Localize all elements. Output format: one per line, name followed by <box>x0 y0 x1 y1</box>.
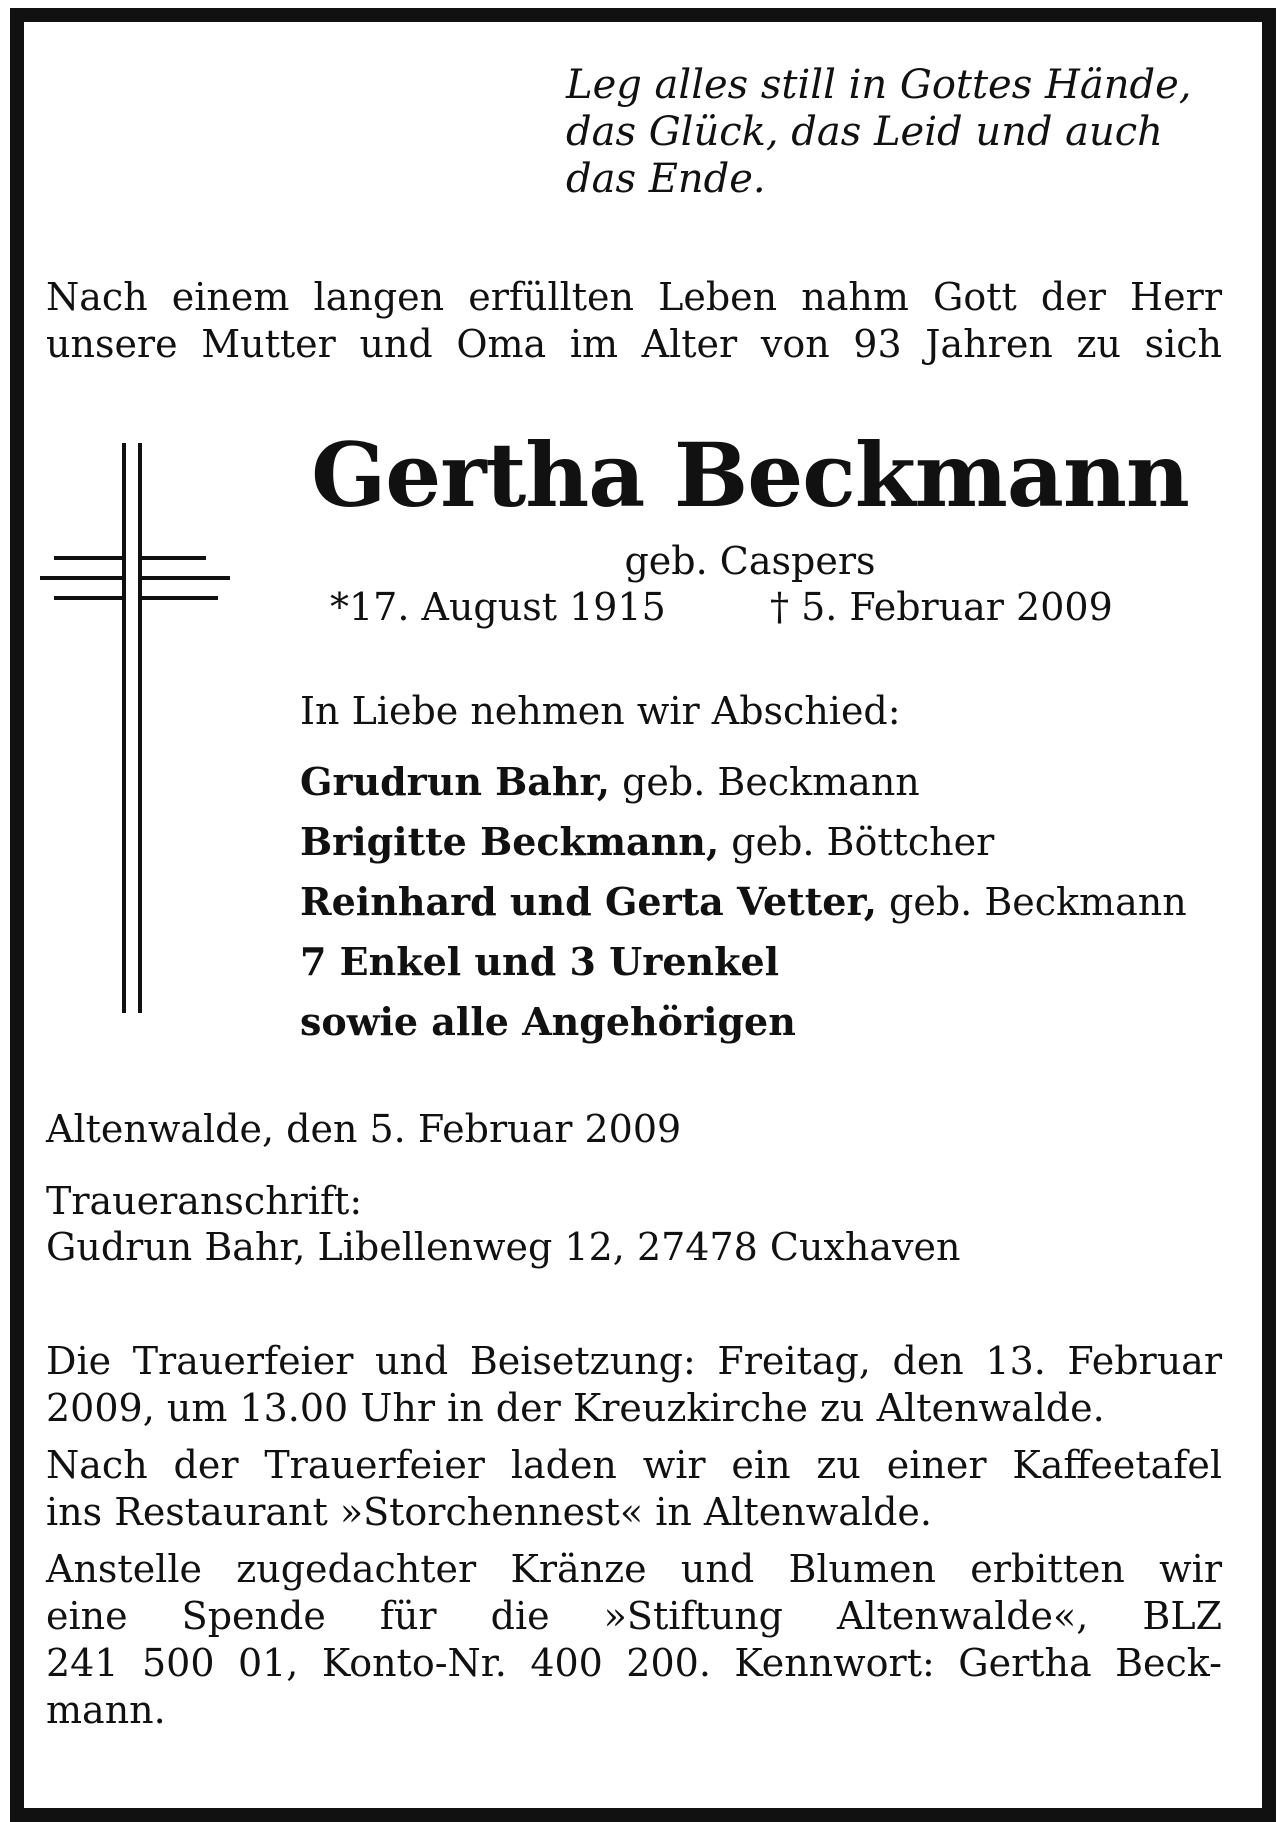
farewell-line: In Liebe nehmen wir Abschied: <box>300 689 901 733</box>
mourner-entry <box>300 872 1187 932</box>
intro-line: Nach einem langen erfüllten Leben nahm Gott der Herr <box>46 275 1222 319</box>
donation-line: Anstelle zugedachter Kränze und Blumen erbitten wir <box>46 1547 1222 1591</box>
intro-line: unsere Mutter und Oma im Alter von 93 Jahren zu sich <box>46 322 1222 366</box>
motto-verse: Leg alles still in Gottes Hände, das Glück, das Leid und auch das Ende. <box>566 62 1192 202</box>
mourner-name: Reinhard und Gerta Vetter, <box>300 879 877 924</box>
deceased-name: Gertha Beckmann <box>311 423 1189 527</box>
reception-paragraph <box>46 1442 1222 1536</box>
mourner-entry <box>300 992 1187 1052</box>
donation-line: mann. <box>46 1688 166 1732</box>
reception-line: ins Restaurant »Storchennest« in Altenwalde. <box>46 1490 932 1534</box>
mourner-entry <box>300 752 1187 812</box>
mourner-entry <box>300 812 1187 872</box>
address-value: Gudrun Bahr, Libellenweg 12, 27478 Cuxhaven <box>46 1225 961 1269</box>
address-label: Traueranschrift: <box>46 1179 363 1223</box>
reception-line: Nach der Trauerfeier laden wir ein zu einer Kaffeetafel <box>46 1443 1222 1487</box>
cross-icon <box>40 443 230 1013</box>
service-paragraph <box>46 1338 1222 1432</box>
birth-date: *17. August 1915 <box>330 585 666 629</box>
mourner-note: geb. Böttcher <box>719 820 995 864</box>
mourner-name: sowie alle Angehörigen <box>300 999 796 1044</box>
mourner-name: Brigitte Beckmann, <box>300 819 720 864</box>
donation-line: 241 500 01, Konto-Nr. 400 200. Kennwort: Gertha Beck- <box>46 1641 1222 1685</box>
donation-line: eine Spende für die »Stiftung Altenwalde«, BLZ <box>46 1594 1222 1638</box>
mourner-name: 7 Enkel und 3 Urenkel <box>300 939 780 984</box>
death-date: † 5. Februar 2009 <box>770 585 1113 629</box>
service-line: Die Trauerfeier und Beisetzung: Freitag, den 13. Februar <box>46 1339 1222 1383</box>
mourner-entry <box>300 932 1187 992</box>
service-line: 2009, um 13.00 Uhr in der Kreuzkirche zu Altenwalde. <box>46 1386 1105 1430</box>
mourners-list <box>300 752 1187 1052</box>
maiden-name: geb. Caspers <box>624 539 876 583</box>
mourner-name: Grudrun Bahr, <box>300 759 611 804</box>
donation-paragraph <box>46 1546 1222 1734</box>
intro-text <box>46 274 1222 368</box>
mourning-address <box>46 1178 960 1270</box>
mourner-note: geb. Beckmann <box>610 760 920 804</box>
place-and-date: Altenwalde, den 5. Februar 2009 <box>46 1107 682 1151</box>
mourner-note: geb. Beckmann <box>876 880 1187 924</box>
